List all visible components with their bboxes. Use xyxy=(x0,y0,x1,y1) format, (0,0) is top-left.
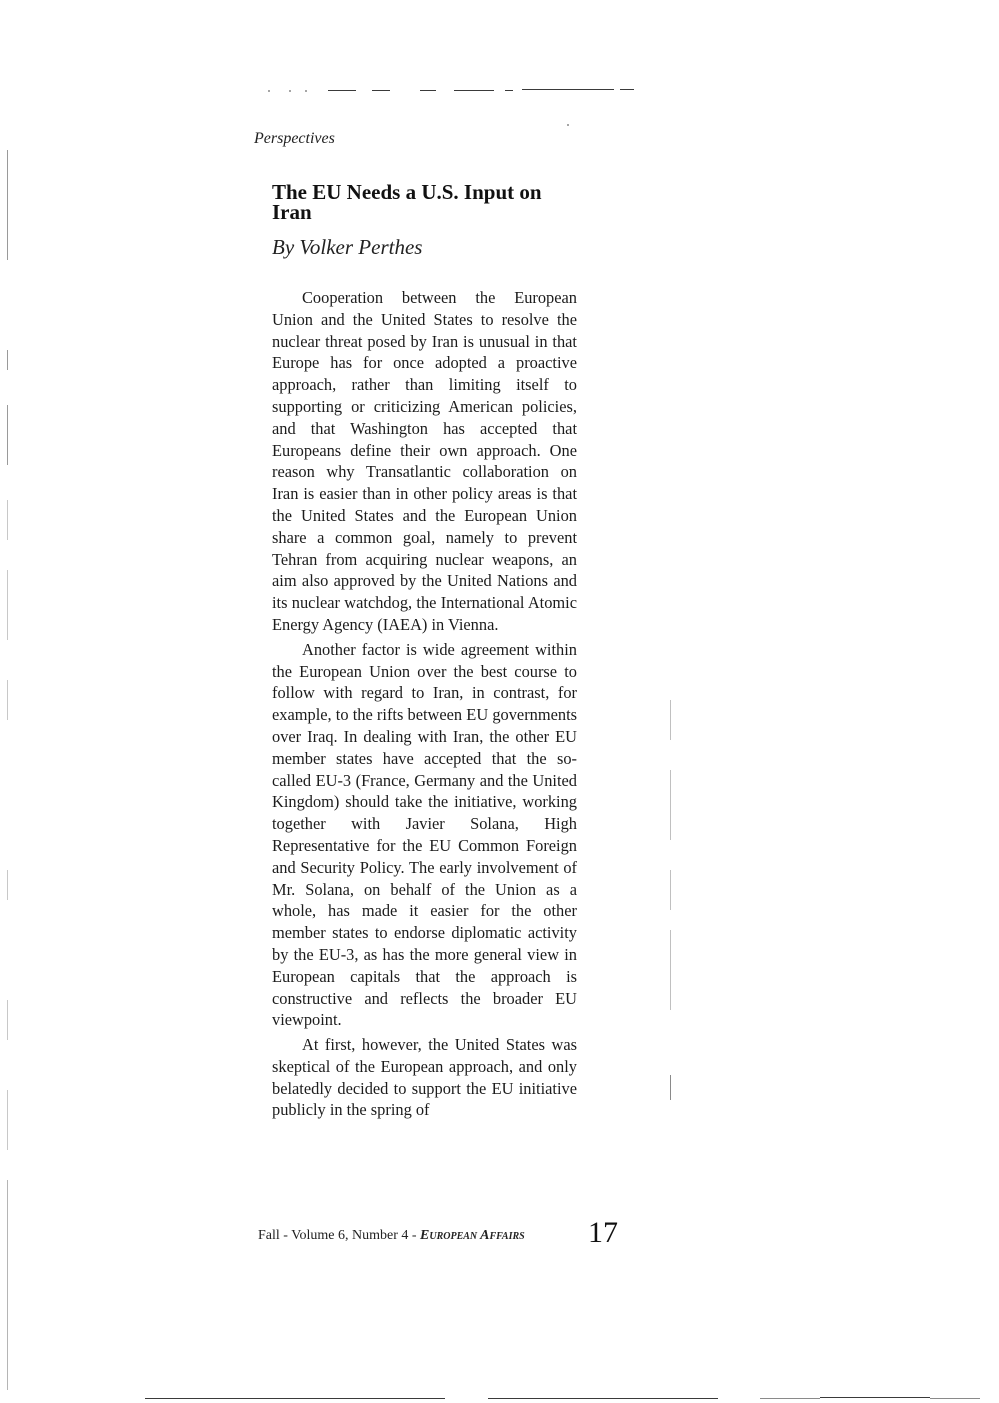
article-title: The EU Needs a U.S. Input on Iran xyxy=(272,180,542,224)
bottom-scan-rule xyxy=(760,1398,820,1399)
top-scan-rule xyxy=(454,90,494,91)
left-margin-mark xyxy=(7,350,8,370)
bottom-scan-rule xyxy=(145,1398,445,1399)
top-scan-rule xyxy=(505,90,513,91)
right-margin-mark xyxy=(670,700,671,740)
right-margin-mark xyxy=(670,870,671,910)
left-margin-mark xyxy=(7,1090,8,1150)
top-scan-rule xyxy=(620,89,634,90)
bottom-scan-rule xyxy=(820,1397,930,1398)
bottom-scan-rule xyxy=(930,1398,980,1399)
section-label: Perspectives xyxy=(254,130,335,147)
article-paragraph: Another factor is wide agreement within the European Union over the best course to follow with regard to Iran, in contrast, for example, to the rifts between EU governments over Iraq. In dealing with Iran, the other EU member states have accepted that the so-called EU-3 (France, Germany and the United Kingdom) should take the initiative, working together with Javier Solana, High Representative for the EU Common Foreign and Security Policy. The early involvement of Mr. Solana, on behalf of the Union as a whole, has made it easier for the other member states to endorse diplomatic activity by the EU-3, as has the more general view in European capitals that the approach is constructive and reflects the broader EU viewpoint. xyxy=(272,639,577,1030)
right-margin-mark xyxy=(670,1075,671,1100)
page-number: 17 xyxy=(588,1216,618,1249)
top-scan-rule xyxy=(522,89,614,90)
left-margin-mark xyxy=(7,570,8,640)
top-scan-rule xyxy=(372,90,390,91)
left-margin-mark xyxy=(7,680,8,720)
article-body xyxy=(272,287,577,1121)
left-margin-mark xyxy=(7,1180,8,1390)
left-margin-mark xyxy=(7,405,8,465)
top-scan-rule xyxy=(420,90,436,91)
article-paragraph: At first, however, the United States was skeptical of the European approach, and only belatedly decided to support the EU initiative publicly in the spring of xyxy=(272,1035,577,1120)
scan-speck xyxy=(567,124,569,126)
left-margin-mark xyxy=(7,150,8,260)
left-margin-mark xyxy=(7,500,8,540)
top-scan-rule xyxy=(328,90,356,91)
footer-issue: Fall - Volume 6, Number 4 - European Affairs xyxy=(258,1228,525,1243)
right-margin-mark xyxy=(670,770,671,840)
scan-speck xyxy=(305,90,307,92)
page-footer xyxy=(258,1218,618,1258)
left-margin-mark xyxy=(7,870,8,900)
scan-speck xyxy=(268,90,270,92)
right-margin-mark xyxy=(670,930,671,1010)
article-byline: By Volker Perthes xyxy=(272,235,423,259)
bottom-scan-rule xyxy=(488,1398,718,1399)
left-margin-mark xyxy=(7,1000,8,1040)
footer-journal: European Affairs xyxy=(420,1228,525,1243)
scan-speck xyxy=(289,90,291,92)
article-paragraph: Cooperation between the European Union and the United States to resolve the nuclear threat posed by Iran is unusual in that Europe has for once adopted a proactive approach, rather than limiting itself to supporting or criticizing American policies, and that Washington has accepted that Europeans define their own approach. One reason why Transatlantic collaboration on Iran is easier than in other policy areas is that the United States and the European Union share a common goal, namely to prevent Tehran from acquiring nuclear weapons, an aim also approved by the United Nations and its nuclear watchdog, the International Atomic Energy Agency (IAEA) in Vienna. xyxy=(272,288,577,634)
